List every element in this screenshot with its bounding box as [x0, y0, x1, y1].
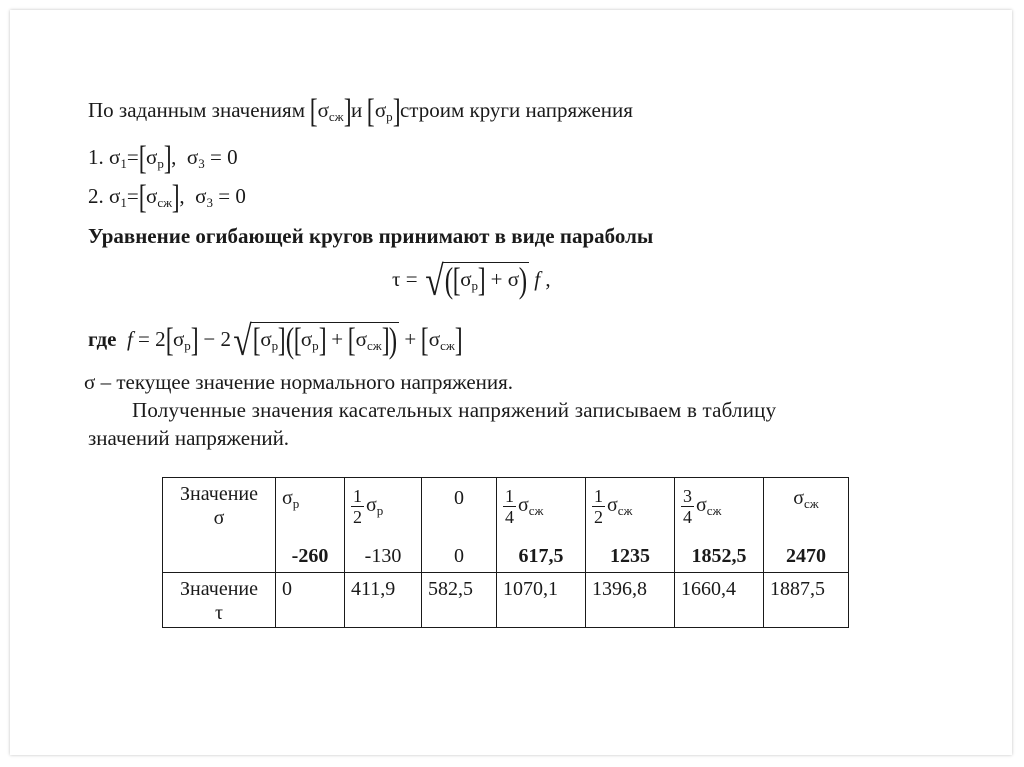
table-cell: 1887,5: [764, 573, 849, 628]
paragraph-line-1: Полученные значения касательных напряжений записываем в таблицу: [132, 398, 777, 422]
table-cell: 411,9: [345, 573, 422, 628]
table-cell: 1070,1: [497, 573, 586, 628]
stress-values-table: [162, 477, 849, 628]
intro-text-b: и: [350, 98, 363, 122]
intro-text-a: По заданным значениям: [88, 98, 305, 122]
envelope-heading: Уравнение огибающей кругов принимают в виде параболы: [88, 224, 654, 248]
row-label-tau: Значение τ: [163, 573, 276, 628]
table-cell: $\frac{1}{4}$ $\sigma_{сж}$ 617,5: [497, 478, 586, 573]
sigma-symbol: σ: [317, 98, 329, 122]
table-cell: $\sigma_р$ -260: [276, 478, 345, 573]
intro-text-c: строим круги напряжения: [399, 98, 633, 122]
tau-formula: $\tau = √([\sigma_р] + \sigma)$ f ,: [392, 259, 551, 305]
table-cell: 0: [276, 573, 345, 628]
sigma-definition: σ – текущее значение нормального напряжения.: [84, 370, 514, 394]
item-2: 2. $\sigma_1=[\sigma_{сж}]$, $\sigma_3 = 0$: [88, 179, 246, 216]
intro-line: По заданным значениям $[\sigma_{сж}]и$ $[\sigma_р]строим$ круги напряжения: [88, 93, 633, 130]
table-cell: $\sigma_{сж}$ 2470: [764, 478, 849, 573]
paragraph-line-2: значений напряжений.: [88, 426, 290, 450]
table-cell: 0 0: [422, 478, 497, 573]
table-cell: $\frac{3}{4}$ $\sigma_{сж}$ 1852,5: [675, 478, 764, 573]
table-cell: $\frac{1}{2}$ $\sigma_р$ -130: [345, 478, 422, 573]
table-row: [163, 478, 849, 573]
table-cell: 582,5: [422, 573, 497, 628]
f-formula: где $f = 2[\sigma_р] - 2√[\sigma_р]([\sigma_р] + [\sigma_{сж}]) + [\sigma_{сж}]$: [88, 319, 463, 365]
table-cell: 1660,4: [675, 573, 764, 628]
item-1: 1. $\sigma_1=[\sigma_р]$, $\sigma_3 = 0$: [88, 140, 238, 177]
row-label-sigma: Значение σ: [163, 478, 276, 573]
table-cell: 1396,8: [586, 573, 675, 628]
table-cell: $\frac{1}{2}$ $\sigma_{сж}$ 1235: [586, 478, 675, 573]
table-row: [163, 573, 849, 628]
